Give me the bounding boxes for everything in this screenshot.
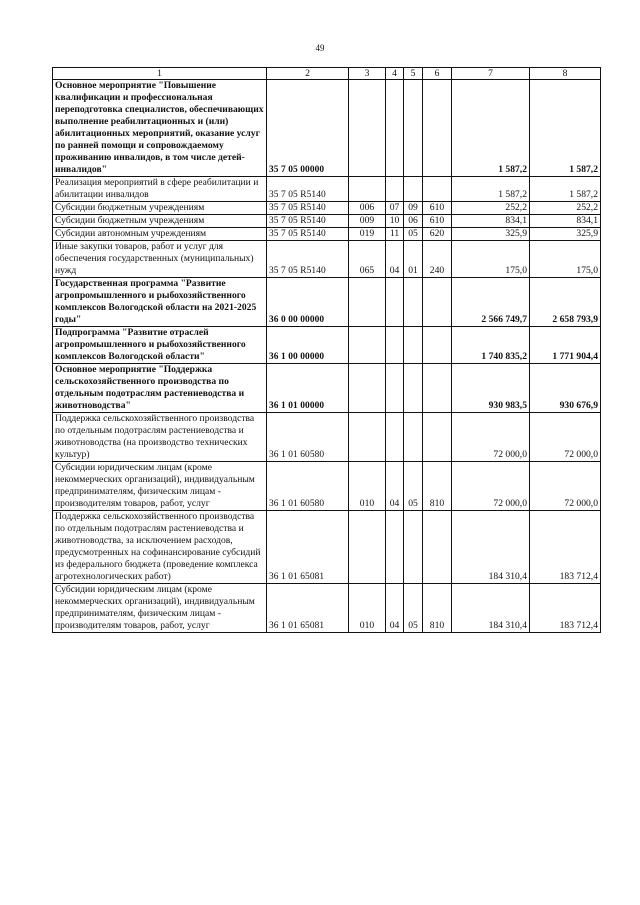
row-expense-type: [423, 177, 452, 202]
header-cell-2: 2: [267, 68, 349, 80]
row-name: Субсидии юридическим лицам (кроме некоммерческих организаций), индивидуальным предпринимателям, физическим лицам - производителям товаров, работ, услуг: [53, 584, 267, 633]
header-cell-6: 6: [423, 68, 452, 80]
row-section: [386, 80, 404, 177]
row-code: 36 1 01 60580: [267, 462, 349, 511]
row-expense-type: 610: [423, 215, 452, 228]
row-subsection: 09: [404, 202, 423, 215]
table-row: [53, 364, 601, 413]
row-subsection: 06: [404, 215, 423, 228]
header-cell-4: 4: [386, 68, 404, 80]
table-row: [53, 177, 601, 202]
row-amount-col7: 72 000,0: [452, 462, 530, 511]
row-amount-col8: 2 658 793,9: [530, 278, 601, 327]
row-ministry: [349, 413, 386, 462]
row-name: Подпрограмма "Развитие отраслей агропромышленного и рыбохозяйственного комплексов Вологодской области": [53, 327, 267, 364]
header-cell-5: 5: [404, 68, 423, 80]
row-code: 36 1 00 00000: [267, 327, 349, 364]
table-row: [53, 584, 601, 633]
table-row: [53, 278, 601, 327]
row-amount-col7: 1 740 835,2: [452, 327, 530, 364]
row-ministry: 019: [349, 228, 386, 241]
row-subsection: 05: [404, 228, 423, 241]
row-subsection: [404, 177, 423, 202]
row-amount-col7: 834,1: [452, 215, 530, 228]
row-expense-type: [423, 511, 452, 584]
row-section: 04: [386, 584, 404, 633]
row-section: 04: [386, 462, 404, 511]
row-amount-col8: 72 000,0: [530, 462, 601, 511]
row-name: Субсидии юридическим лицам (кроме некоммерческих организаций), индивидуальным предпринимателям, физическим лицам - производителям товаров, работ, услуг: [53, 462, 267, 511]
table-row: [53, 413, 601, 462]
row-section: [386, 511, 404, 584]
row-subsection: [404, 278, 423, 327]
row-amount-col8: 1 587,2: [530, 80, 601, 177]
table-row: [53, 462, 601, 511]
row-amount-col8: 1 587,2: [530, 177, 601, 202]
row-section: [386, 177, 404, 202]
row-ministry: 006: [349, 202, 386, 215]
row-ministry: 009: [349, 215, 386, 228]
row-amount-col7: 930 983,5: [452, 364, 530, 413]
row-amount-col7: 325,9: [452, 228, 530, 241]
row-expense-type: [423, 327, 452, 364]
row-amount-col7: 184 310,4: [452, 511, 530, 584]
row-amount-col7: 1 587,2: [452, 177, 530, 202]
row-expense-type: [423, 80, 452, 177]
row-code: 35 7 05 00000: [267, 80, 349, 177]
row-amount-col7: 2 566 749,7: [452, 278, 530, 327]
row-code: 36 1 01 00000: [267, 364, 349, 413]
row-name: Основное мероприятие "Повышение квалификации и профессиональная переподготовка специалистов, обеспечивающих выполнение реабилитационных и (или) абилитационных мероприятий, оказание услуг по ранней помощи и сопровождаемому проживанию инвалидов, в том числе детей-инвалидов": [53, 80, 267, 177]
row-name: Субсидии автономным учреждениям: [53, 228, 267, 241]
table-row: [53, 80, 601, 177]
row-amount-col8: 1 771 904,4: [530, 327, 601, 364]
row-section: [386, 413, 404, 462]
row-section: [386, 364, 404, 413]
table-row: [53, 202, 601, 215]
row-code: 35 7 05 R5140: [267, 202, 349, 215]
row-ministry: 065: [349, 241, 386, 278]
row-ministry: [349, 80, 386, 177]
table-row: [53, 215, 601, 228]
row-amount-col8: 175,0: [530, 241, 601, 278]
row-code: 36 1 01 65081: [267, 584, 349, 633]
row-ministry: [349, 327, 386, 364]
table-row: [53, 511, 601, 584]
row-expense-type: [423, 278, 452, 327]
row-code: 36 1 01 60580: [267, 413, 349, 462]
row-name: Иные закупки товаров, работ и услуг для обеспечения государственных (муниципальных) нужд: [53, 241, 267, 278]
row-subsection: [404, 80, 423, 177]
row-ministry: [349, 364, 386, 413]
row-amount-col7: 1 587,2: [452, 80, 530, 177]
table-row: [53, 241, 601, 278]
row-subsection: [404, 413, 423, 462]
header-cell-8: 8: [530, 68, 601, 80]
row-ministry: 010: [349, 584, 386, 633]
row-amount-col7: 252,2: [452, 202, 530, 215]
row-section: 04: [386, 241, 404, 278]
header-cell-1: 1: [53, 68, 267, 80]
row-amount-col8: 252,2: [530, 202, 601, 215]
row-name: Субсидии бюджетным учреждениям: [53, 215, 267, 228]
row-name: Государственная программа "Развитие агропромышленного и рыбохозяйственного комплексов Вологодской области на 2021-2025 годы": [53, 278, 267, 327]
row-code: 35 7 05 R5140: [267, 215, 349, 228]
budget-table: [52, 67, 601, 633]
row-amount-col8: 325,9: [530, 228, 601, 241]
row-subsection: 05: [404, 462, 423, 511]
row-ministry: 010: [349, 462, 386, 511]
page-number: 49: [315, 43, 325, 53]
header-cell-7: 7: [452, 68, 530, 80]
row-section: 11: [386, 228, 404, 241]
row-expense-type: 620: [423, 228, 452, 241]
row-subsection: [404, 511, 423, 584]
row-subsection: [404, 364, 423, 413]
row-subsection: 05: [404, 584, 423, 633]
row-amount-col7: 175,0: [452, 241, 530, 278]
row-expense-type: 240: [423, 241, 452, 278]
row-expense-type: 810: [423, 584, 452, 633]
row-ministry: [349, 511, 386, 584]
row-amount-col8: 834,1: [530, 215, 601, 228]
row-expense-type: [423, 364, 452, 413]
table-row: [53, 228, 601, 241]
row-name: Поддержка сельскохозяйственного производства по отдельным подотраслям растениеводства и животноводства (на производство технических культур): [53, 413, 267, 462]
row-code: 35 7 05 R5140: [267, 228, 349, 241]
row-subsection: 01: [404, 241, 423, 278]
row-code: 36 0 00 00000: [267, 278, 349, 327]
row-amount-col8: 72 000,0: [530, 413, 601, 462]
table-row: [53, 327, 601, 364]
row-section: [386, 327, 404, 364]
row-name: Основное мероприятие "Поддержка сельскохозяйственного производства по отдельным подотраслям растениеводства и животноводства": [53, 364, 267, 413]
row-amount-col7: 184 310,4: [452, 584, 530, 633]
row-ministry: [349, 278, 386, 327]
row-code: 35 7 05 R5140: [267, 177, 349, 202]
row-code: 36 1 01 65081: [267, 511, 349, 584]
row-subsection: [404, 327, 423, 364]
row-section: [386, 278, 404, 327]
row-amount-col8: 183 712,4: [530, 511, 601, 584]
row-section: 07: [386, 202, 404, 215]
row-code: 35 7 05 R5140: [267, 241, 349, 278]
row-amount-col7: 72 000,0: [452, 413, 530, 462]
row-section: 10: [386, 215, 404, 228]
row-amount-col8: 930 676,9: [530, 364, 601, 413]
header-row: [53, 68, 601, 80]
row-amount-col8: 183 712,4: [530, 584, 601, 633]
row-expense-type: 810: [423, 462, 452, 511]
row-expense-type: [423, 413, 452, 462]
row-name: Поддержка сельскохозяйственного производства по отдельным подотраслям растениеводства и животноводства, за исключением расходов, предусмотренных на софинансирование субсидий из федерального бюджета (проведение комплекса агротехнологических работ): [53, 511, 267, 584]
row-name: Реализация мероприятий в сфере реабилитации и абилитации инвалидов: [53, 177, 267, 202]
row-expense-type: 610: [423, 202, 452, 215]
row-name: Субсидии бюджетным учреждениям: [53, 202, 267, 215]
row-ministry: [349, 177, 386, 202]
header-cell-3: 3: [349, 68, 386, 80]
